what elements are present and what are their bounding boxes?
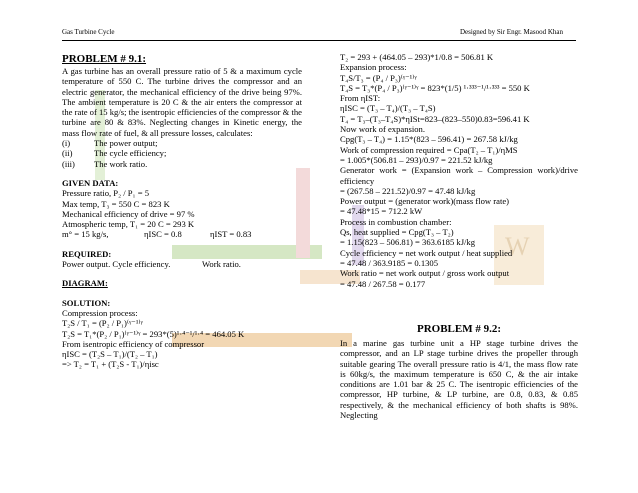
calc-line: T₄S = T₃*(P₄ / P₃)⁽ᵞ⁻¹⁾ᵞ = 823*(1/5) ¹·³³³⁻¹/¹·³³³ = 550 K bbox=[340, 82, 530, 93]
solution-line: ηISC = (T₂S – T₁)/(T₂ – T₁) bbox=[62, 349, 158, 360]
calc-line: = 47.48*15 = 712.2 kW bbox=[340, 206, 423, 217]
diagram-title: DIAGRAM: bbox=[62, 278, 108, 289]
calc-line: = 1.005*(506.81 – 293)/0.97 = 221.52 kJ/kg bbox=[340, 154, 493, 165]
calc-line: Work ratio = net work output / gross work output bbox=[340, 268, 510, 279]
calc-line: Power output = (generator work)(mass flow rate) bbox=[340, 196, 510, 207]
turbine-efficiency: ηIST = 0.83 bbox=[210, 229, 252, 240]
calc-line: = (267.58 – 221.52)/0.97 = 47.48 kJ/kg bbox=[340, 185, 476, 196]
calc-line: = 47.48 / 363.9185 = 0.1305 bbox=[340, 257, 439, 268]
calc-line: T₄S/T₃ = (P₄ / P₃)⁽ᵞ⁻¹⁾ᵞ bbox=[340, 72, 417, 83]
left-column bbox=[62, 52, 302, 370]
flow-row bbox=[62, 229, 302, 239]
calc-line: Generator work = (Expansion work – Compression work)/drive efficiency bbox=[340, 165, 578, 186]
list-item-number: (iii) bbox=[62, 158, 75, 169]
problem-9-2-block bbox=[340, 322, 578, 336]
problem-9-2-text-block bbox=[340, 338, 578, 420]
problem-9-2-statement: In a marine gas turbine unit a HP stage turbine drives the compressor, and an LP stage turbine drives the propeller through suitable gearing The overall pressure ratio is 4/1, the mass flow rate is 60kg/s, the maximum temperature is 650 C, & the air intake conditions are 1.01 bar & 25 C. The isentropic efficiencies of the compressor, HP turbine, & LP turbine, are 0.8, 0.83, & 0.85 respectively, & the mechanical efficiency of both shafts is 98%. Neglecting bbox=[340, 338, 578, 421]
problem-9-1-title: PROBLEM # 9.1: bbox=[62, 53, 147, 65]
required-title: REQUIRED: bbox=[62, 248, 112, 259]
problem-9-1-statement: A gas turbine has an overall pressure ratio of 5 & a maximum cycle temperature of 550 C. The turbine drives the compressor and an electric generator, the mechanical efficiency of the drive being 97%. The ambient temperature is 20 C & the air enters the compressor at the rate of 15 kg/s; the isentropic efficiencies of the compressor & the turbine are 80 & 83%. Neglecting changes in Kinetic energy, the mass flow rate of fuel, & all pressure losses, calculates: bbox=[62, 66, 302, 138]
required-row bbox=[62, 259, 302, 269]
given-line: Atmospheric temp, T₁ = 20 C = 293 K bbox=[62, 219, 195, 230]
solution-line: T₂S / T₁ = (P₂ / P₁)⁽ᵞ⁻¹⁾ᵞ bbox=[62, 318, 143, 329]
solution-line: => T₂ = T₁ + (T₂S - T₁)/ηisc bbox=[62, 359, 159, 370]
list-item bbox=[62, 138, 302, 148]
given-line: Mechanical efficiency of drive = 97 % bbox=[62, 208, 195, 219]
list-item-number: (ii) bbox=[62, 148, 73, 159]
calc-line: From ηIST: bbox=[340, 93, 381, 104]
header-right-author: Designed by Sir Engr. Masood Khan bbox=[459, 28, 563, 36]
given-line: Max temp, T₃ = 550 C = 823 K bbox=[62, 198, 170, 209]
right-column bbox=[340, 52, 578, 295]
list-item-number: (i) bbox=[62, 138, 71, 149]
given-line: Pressure ratio, P₂ / P₁ = 5 bbox=[62, 188, 149, 199]
calc-line: Work of compression required = Cpa(T₂ – T₁)/ηMS bbox=[340, 144, 518, 155]
solution-line: From isentropic efficiency of compressor bbox=[62, 338, 205, 349]
list-item-text: The cycle efficiency; bbox=[94, 148, 167, 159]
compressor-efficiency: ηISC = 0.8 bbox=[144, 229, 182, 240]
problem-9-2-title: PROBLEM # 9.2: bbox=[416, 323, 502, 335]
required-b: Work ratio. bbox=[202, 259, 241, 270]
calc-line: Process in combustion chamber: bbox=[340, 216, 452, 227]
calc-line: T₂ = 293 + (464.05 – 293)*1/0.8 = 506.81 K bbox=[340, 52, 494, 62]
given-data-title: GIVEN DATA: bbox=[62, 177, 119, 188]
list-item-text: The power output; bbox=[94, 138, 158, 149]
calc-line: Expansion process: bbox=[340, 62, 407, 73]
mass-flow: m° = 15 kg/s, bbox=[62, 229, 109, 240]
list-item bbox=[62, 159, 302, 169]
calc-line: Now work of expansion. bbox=[340, 124, 425, 135]
solution-title: SOLUTION: bbox=[62, 297, 111, 308]
watermark-letter: W bbox=[505, 232, 530, 261]
header-rule bbox=[62, 40, 576, 41]
solution-line: Compression process: bbox=[62, 307, 138, 318]
calc-line: T₄ = T₃–(T₃–T₄S)*ηISt=823–(823–550)0.83=596.41 K bbox=[340, 113, 530, 124]
list-item-text: The work ratio. bbox=[94, 158, 148, 169]
list-item bbox=[62, 148, 302, 158]
header-left-title: Gas Turbine Cycle bbox=[62, 28, 115, 36]
calc-line: Cycle efficiency = net work output / heat supplied bbox=[340, 247, 513, 258]
calc-line: Qs, heat supplied = Cpg(T₃ – T₂) bbox=[340, 227, 454, 238]
calc-line: ηISC = (T₃ – T₄)/(T₃ – T₄S) bbox=[340, 103, 436, 114]
required-a: Power output. Cycle efficiency. bbox=[62, 259, 171, 270]
calc-line: = 1.15(823 – 506.81) = 363.6185 kJ/kg bbox=[340, 237, 476, 248]
calc-line: = 47.48 / 267.58 = 0.177 bbox=[340, 278, 426, 289]
calc-line: Cpg(T₃ – T₄) = 1.15*(823 – 596.41) = 267.58 kJ/kg bbox=[340, 134, 518, 145]
solution-line: T₂S = T₁*(P₂ / P₁)⁽ᵞ⁻¹⁾ᵞ = 293*(5)¹·⁴⁻¹/¹·⁴ = 464.05 K bbox=[62, 328, 245, 339]
